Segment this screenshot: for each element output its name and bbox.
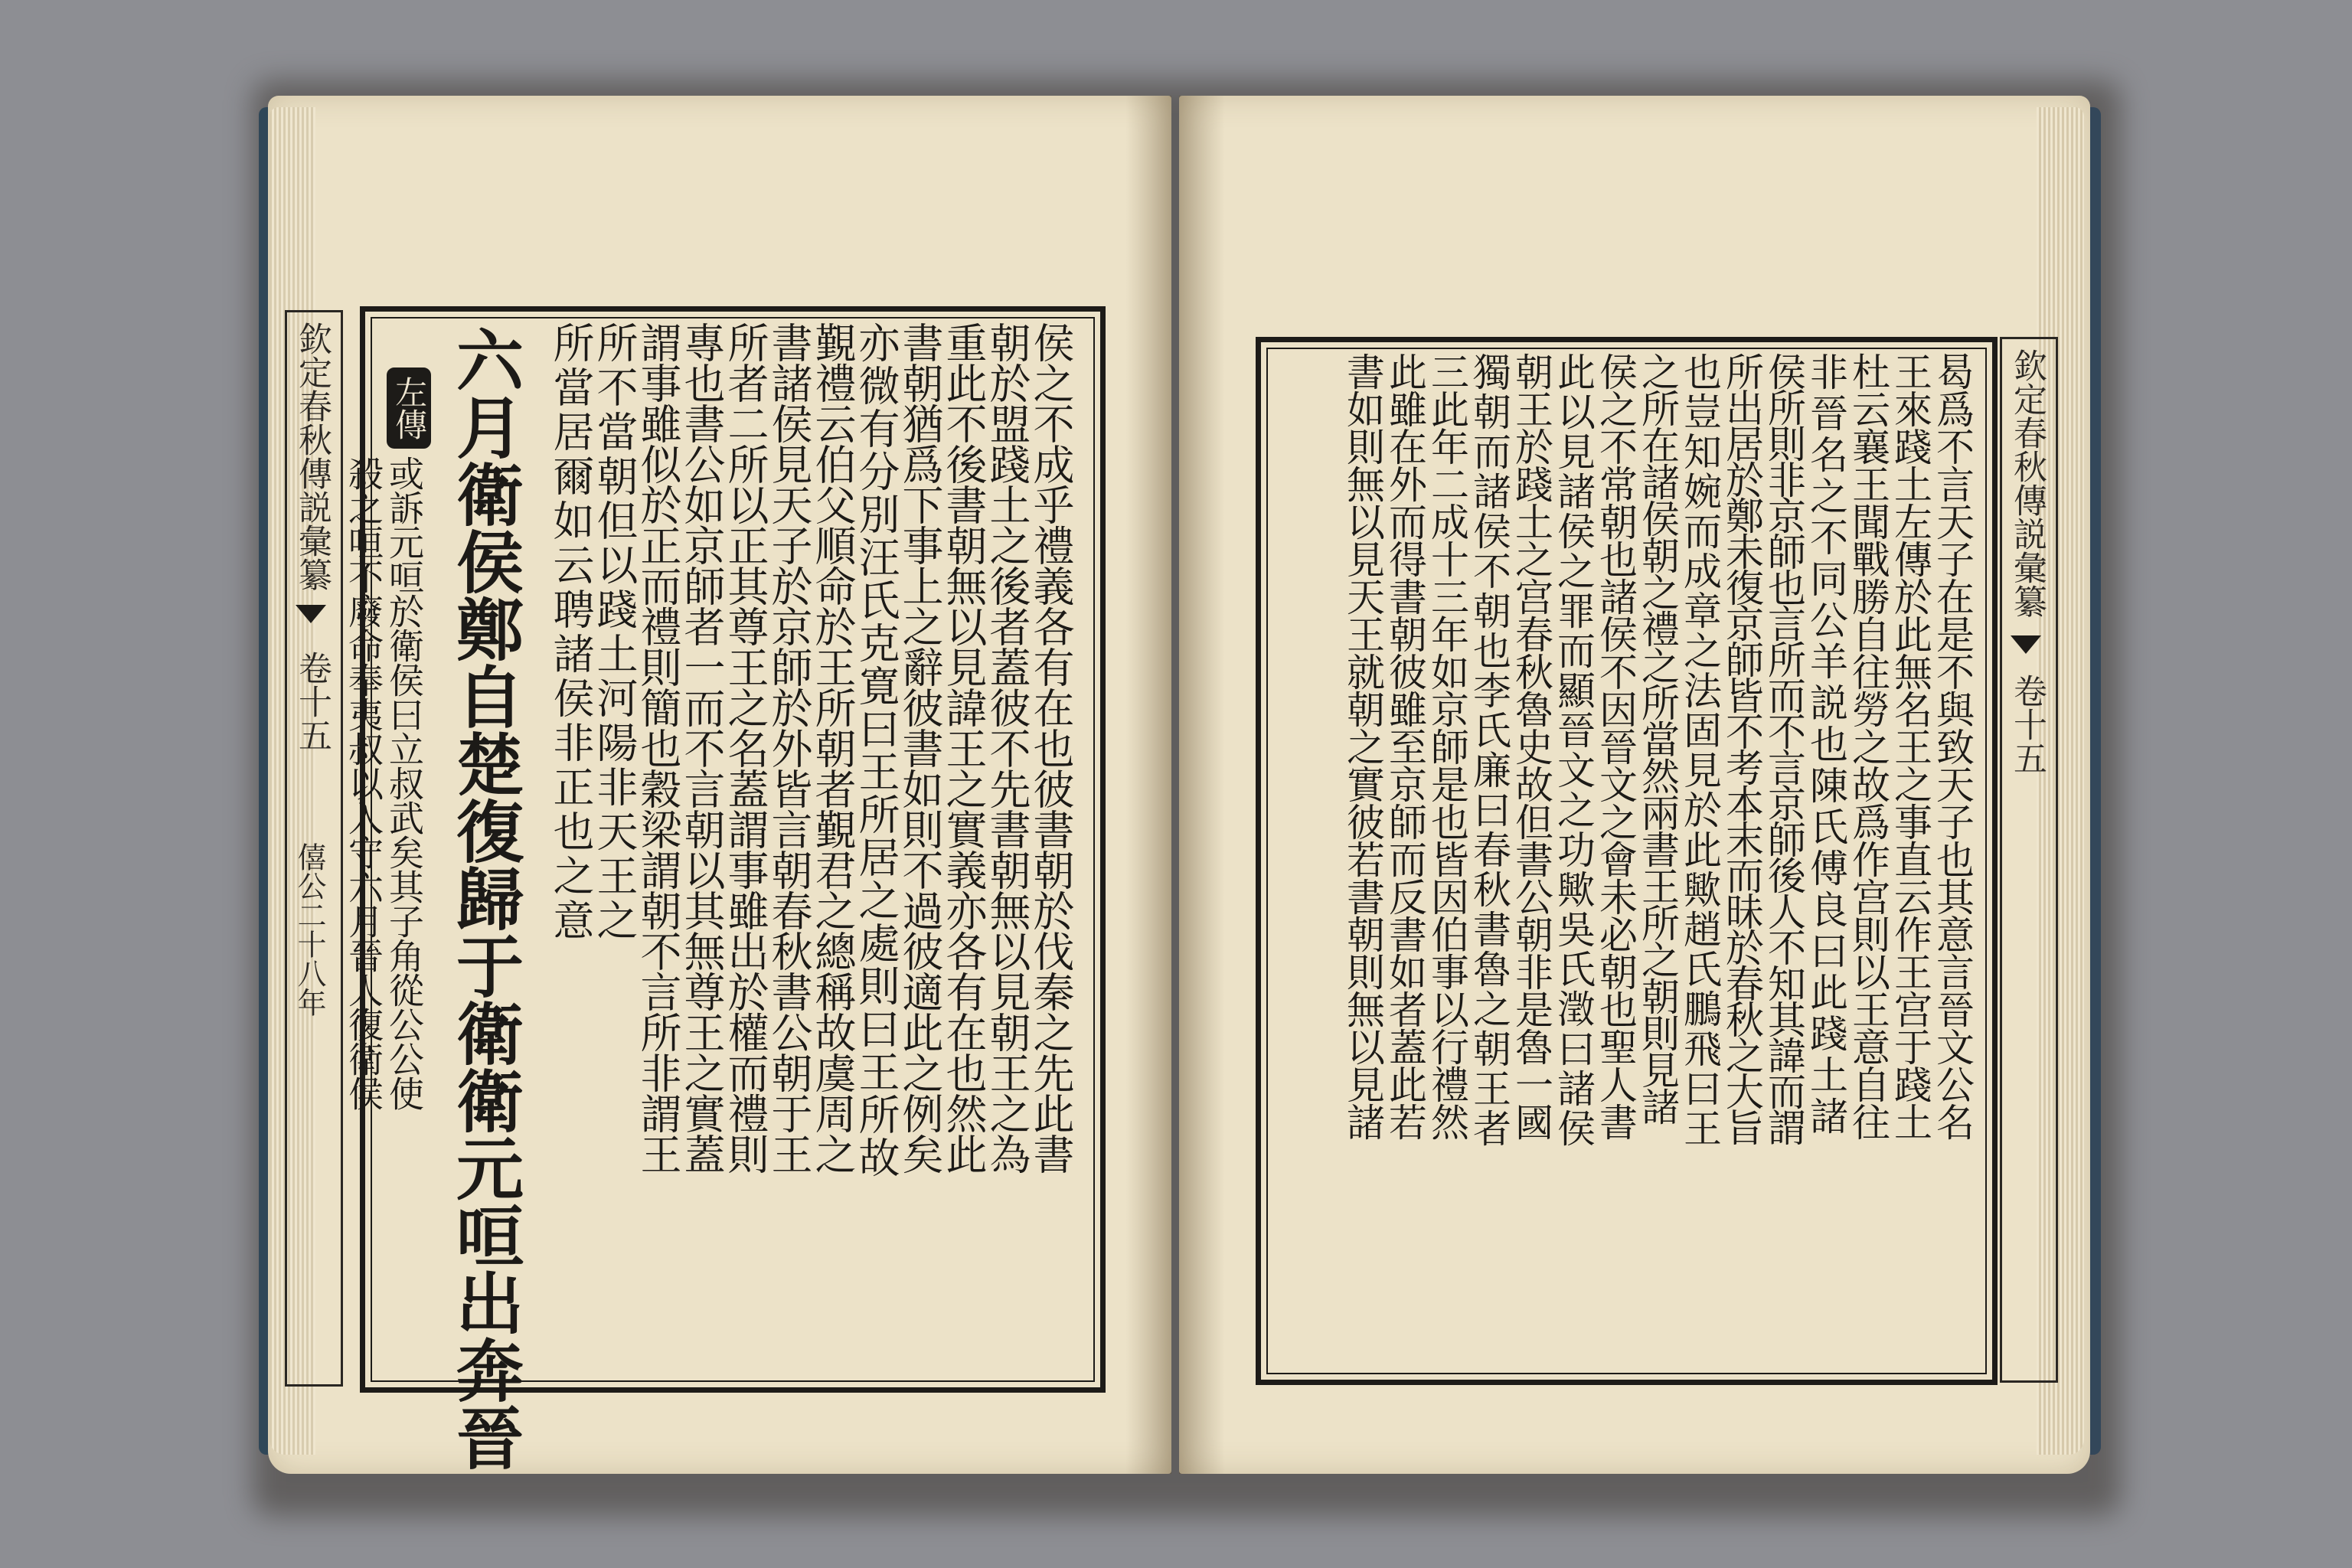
right-body-col-15: 書如則無以見天王就朝之實彼若書朝則無以見諸	[1341, 352, 1385, 1140]
left-body-col-9: 專也書公如京師者一而不言朝以其無尊王之實蓋	[678, 322, 726, 1174]
zuozhuan-badge: 左傳	[387, 368, 431, 449]
zuozhuan-col-2: 殺之咺不廢命奉夷叔以入守六月晉人復衛侯	[343, 456, 384, 1110]
left-body-col-6: 覲禮云伯父順命於王所朝者覲君之總稱故虞周之	[808, 322, 857, 1174]
left-body-col-8: 所者二所以正其尊王之名蓋謂事雖出於權而禮則	[721, 322, 769, 1174]
left-body-col-5: 亦微有分別汪氏克寛曰王所居之處則曰王所故	[852, 322, 900, 1179]
right-body-col-2: 王來踐土左傳於此無名王之事直云作王宫于踐土	[1888, 352, 1932, 1140]
right-body-col-8: 之所在諸侯朝之禮之所當然兩書王所之朝則見諸	[1635, 352, 1680, 1124]
right-body-col-1: 曷爲不言天子在是不與致天子也其意言晉文公名	[1930, 352, 1975, 1140]
left-margin-sub: 僖公二十八年	[292, 842, 326, 1017]
right-body-col-11: 朝王於踐土之宫春秋魯史故但書公朝非是魯一國	[1509, 352, 1553, 1140]
right-body-col-9: 侯之不常朝也諸侯不因晉文之會未必朝也聖人書	[1593, 352, 1638, 1140]
right-body-col-4: 非晉名之不同公羊説也陳氏傅良曰此踐土諸	[1804, 352, 1848, 1138]
left-body-col-4: 書朝猶爲下事上之辭彼書如則不過彼適此之例矣	[896, 322, 944, 1174]
left-margin-title: 欽定春秋傳説彙纂	[292, 322, 332, 591]
right-body-col-3: 杜云襄王聞戰勝自往勞之故爲作宫則以王意自往	[1846, 352, 1890, 1140]
right-margin-juan: 卷十五	[2007, 674, 2047, 775]
right-body-col-5: 侯所則非京師也言所而不言京師後人不知其諱而謂	[1762, 352, 1806, 1144]
left-body-col-7: 書諸侯見天子於京師於外皆言朝春秋書公朝于王	[765, 322, 813, 1174]
right-body-col-7: 也豈知婉而成章之法固見於此歟趙氏鵬飛曰王	[1677, 352, 1722, 1148]
right-body-col-10: 此以見諸侯之罪而顯晉文之功歟吳氏澂曰諸侯	[1551, 352, 1596, 1148]
right-margin-title: 欽定春秋傳説彙纂	[2007, 348, 2047, 618]
right-body-col-14: 此雖在外而得書朝彼雖至京師而反書如者蓋此若	[1383, 352, 1427, 1140]
left-body-col-3: 重此不後書朝無以見諱王之實義亦各有在也然此	[939, 322, 988, 1174]
left-body-col-10: 謂事雖似於正而禮則簡也穀梁謂朝不言所非謂王	[634, 322, 682, 1174]
right-body-col-6: 所出居於鄭未復京師皆不考本末而昧於春秋之大旨	[1720, 352, 1764, 1144]
left-body-col-11: 所不當朝但以踐土河陽非天王之	[590, 322, 639, 943]
left-body-col-12: 所當居爾如云聘諸侯非正也之意	[547, 322, 595, 943]
zuozhuan-col-1: 或訴元咺於衛侯曰立叔武矣其子角從公公使	[384, 456, 425, 1110]
left-heading: 六月衛侯鄭自楚復歸于衛衛元咺出奔晉	[446, 325, 525, 1471]
right-body-col-13: 三此年二成十三年如京師是也皆因伯事以行禮然	[1425, 352, 1469, 1140]
left-body-col-2: 朝於盟踐土之後者蓋彼不先書朝無以見朝王之為	[983, 322, 1031, 1174]
right-body-col-12: 獨朝而諸侯不朝也李氏廉曰春秋書魯之朝王者	[1467, 352, 1511, 1148]
left-body-col-1: 侯之不成乎禮義各有在也彼書朝於伐秦之先此書	[1027, 322, 1075, 1174]
left-margin-juan: 卷十五	[292, 651, 332, 752]
